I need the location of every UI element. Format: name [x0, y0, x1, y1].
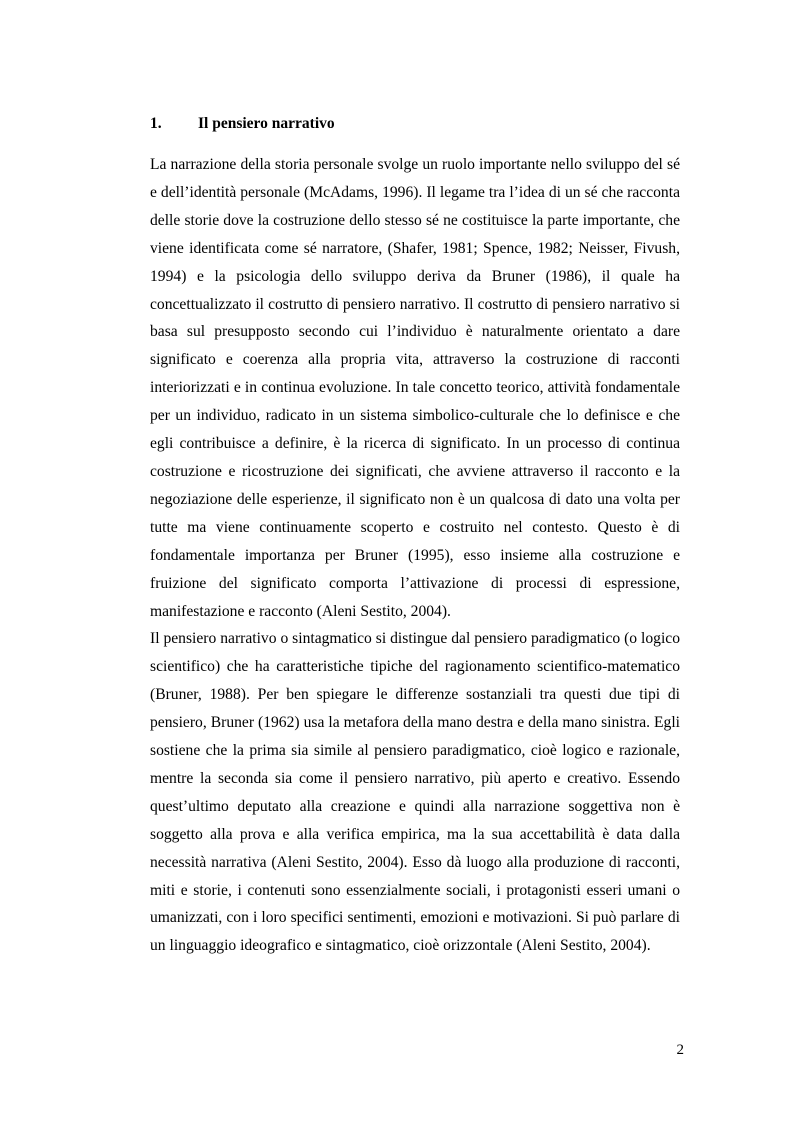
paragraph-2: Il pensiero narrativo o sintagmatico si distingue dal pensiero paradigmatico (o logico scientifico) che ha caratteristiche tipiche del ragionamento scientifico-matematico (Bruner, 1988). Per ben spiegare le differenze sostanziali tra questi due tipi di pensiero, Bruner (1962) usa la metafora della mano destra e della mano sinistra. Egli sostiene che la prima sia simile al pensiero paradigmatico, cioè logico e razionale, mentre la seconda sia come il pensiero narrativo, più aperto e creativo. Essendo quest’ultimo deputato alla creazione e quindi alla narrazione soggettiva non è soggetto alla prova e alla verifica empirica, ma la sua accettabilità è data dalla necessità narrativa (Aleni Sestito, 2004). Esso dà luogo alla produzione di racconti, miti e storie, i contenuti sono essenzialmente sociali, i protagonisti esseri umani o umanizzati, con i loro specifici sentimenti, emozioni e motivazioni. Si può parlare di un linguaggio ideografico e sintagmatico, cioè orizzontale (Aleni Sestito, 2004).: [150, 630, 680, 955]
body-text: [150, 151, 680, 960]
page-number: 2: [676, 1042, 684, 1058]
paragraph-1: La narrazione della storia personale svolge un ruolo importante nello sviluppo del sé e dell’identità personale (McAdams, 1996). Il legame tra l’idea di un sé che racconta delle storie dove la costruzione dello stesso sé ne costituisce la parte importante, che viene identificata come sé narratore, (Shafer, 1981; Spence, 1982; Neisser, Fivush, 1994) e la psicologia dello sviluppo deriva da Bruner (1986), il quale ha concettualizzato il costrutto di pensiero narrativo. Il costrutto di pensiero narrativo si basa sul presupposto secondo cui l’individuo è naturalmente orientato a dare significato e coerenza alla propria vita, attraverso la costruzione di racconti interiorizzati e in continua evoluzione. In tale concetto teorico, attività fondamentale per un individuo, radicato in un sistema simbolico-culturale che lo definisce e che egli contribuisce a definire, è la ricerca di significato. In un processo di continua costruzione e ricostruzione dei significati, che avviene attraverso il racconto e la negoziazione delle esperienze, il significato non è un qualcosa di dato una volta per tutte ma viene continuamente scoperto e costruito nel contesto. Questo è di fondamentale importanza per Bruner (1995), esso insieme alla costruzione e fruizione del significato comporta l’attivazione di processi di espressione, manifestazione e racconto (Aleni Sestito, 2004).: [150, 156, 680, 620]
section-heading: [150, 114, 335, 134]
section-title: Il pensiero narrativo: [198, 115, 335, 132]
section-number: 1.: [150, 115, 162, 132]
